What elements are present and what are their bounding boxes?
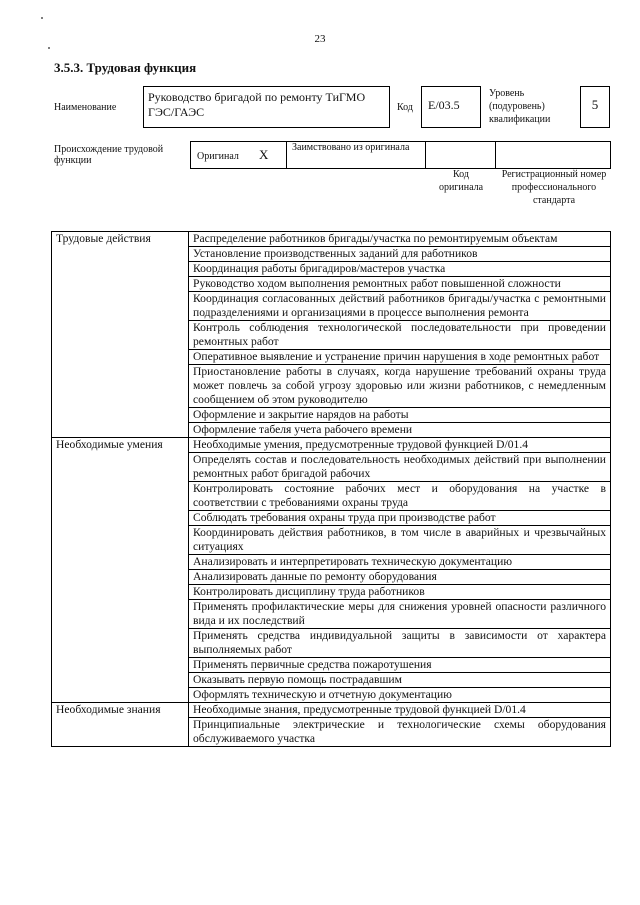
item-cell: Необходимые умения, предусмотренные трудовой функцией D/01.4 xyxy=(189,438,611,453)
item-cell: Анализировать данные по ремонту оборудования xyxy=(189,570,611,585)
borrowed-label: Заимствовано из оригинала xyxy=(292,142,410,153)
labor-function-table xyxy=(51,231,611,747)
page-number: 23 xyxy=(314,33,326,45)
code-value: E/03.5 xyxy=(428,98,460,112)
item-cell: Оперативное выявление и устранение причин нарушения в ходе ремонтных работ xyxy=(189,350,611,365)
item-cell: Распределение работников бригады/участка по ремонтируемым объектам xyxy=(189,232,611,247)
code-value-box xyxy=(421,86,481,128)
item-cell: Необходимые знания, предусмотренные трудовой функцией D/01.4 xyxy=(189,703,611,718)
item-cell: Контроль соблюдения технологической последовательности при проведении ремонтных работ xyxy=(189,321,611,350)
item-cell: Принципиальные электрические и технологические схемы оборудования обслуживаемого участка xyxy=(189,718,611,747)
item-cell: Координация работы бригадиров/мастеров участка xyxy=(189,262,611,277)
item-cell: Руководство ходом выполнения ремонтных работ повышенной сложности xyxy=(189,277,611,292)
table-row xyxy=(52,703,611,718)
item-cell: Применять профилактические меры для снижения уровней опасности различного вида и их последствий xyxy=(189,600,611,629)
name-value-box xyxy=(143,86,390,128)
table-row xyxy=(52,438,611,453)
scan-speck xyxy=(48,47,50,49)
category-cell: Необходимые умения xyxy=(52,438,189,703)
item-cell: Анализировать и интерпретировать техническую документацию xyxy=(189,555,611,570)
item-cell: Применять первичные средства пожаротушения xyxy=(189,658,611,673)
name-label: Наименование xyxy=(54,102,117,113)
code-label: Код xyxy=(397,102,413,113)
item-cell: Соблюдать требования охраны труда при производстве работ xyxy=(189,511,611,526)
reg-number-caption: Регистрационный номер профессионального стандарта xyxy=(501,169,607,206)
item-cell: Оформление и закрытие нарядов на работы xyxy=(189,408,611,423)
item-cell: Применять средства индивидуальной защиты в зависимости от характера выполняемых работ xyxy=(189,629,611,658)
table-row xyxy=(52,232,611,247)
name-value: Руководство бригадой по ремонту ТиГМО ГЭС/ГАЭС xyxy=(148,90,366,119)
item-cell: Оказывать первую помощь пострадавшим xyxy=(189,673,611,688)
item-cell: Координация согласованных действий работников бригады/участка с ремонтными подразделениями и организациями в процессе выполнения ремонта xyxy=(189,292,611,321)
origin-divider xyxy=(286,141,287,169)
item-cell: Оформлять техническую и отчетную документацию xyxy=(189,688,611,703)
item-cell: Установление производственных заданий для работников xyxy=(189,247,611,262)
level-value: 5 xyxy=(591,97,599,112)
level-label: Уровень (подуровень) квалификации xyxy=(489,88,551,125)
section-title: 3.5.3. Трудовая функция xyxy=(54,60,197,75)
origin-divider xyxy=(495,141,496,169)
origin-divider xyxy=(425,141,426,169)
item-cell: Контролировать дисциплину труда работников xyxy=(189,585,611,600)
original-label: Оригинал xyxy=(197,151,239,162)
item-cell: Приостановление работы в случаях, когда нарушение требований охраны труда может повлечь за собой угрозу здоровью или жизни работников, с немедленным сообщением об этом руководителю xyxy=(189,365,611,408)
item-cell: Оформление табеля учета рабочего времени xyxy=(189,423,611,438)
item-cell: Определять состав и последовательность необходимых действий при выполнении ремонтных работ бригадой рабочих xyxy=(189,453,611,482)
item-cell: Координировать действия работников, в том числе в аварийных и чрезвычайных ситуациях xyxy=(189,526,611,555)
origin-label: Происхождение трудовой функции xyxy=(54,144,164,166)
original-mark: X xyxy=(259,147,269,162)
scan-speck xyxy=(41,17,43,19)
category-cell: Трудовые действия xyxy=(52,232,189,438)
item-cell: Контролировать состояние рабочих мест и оборудования на участке в соответствии с требованиями охраны труда xyxy=(189,482,611,511)
level-value-box xyxy=(580,86,610,128)
code-original-caption: Код оригинала xyxy=(438,169,484,193)
category-cell: Необходимые знания xyxy=(52,703,189,747)
